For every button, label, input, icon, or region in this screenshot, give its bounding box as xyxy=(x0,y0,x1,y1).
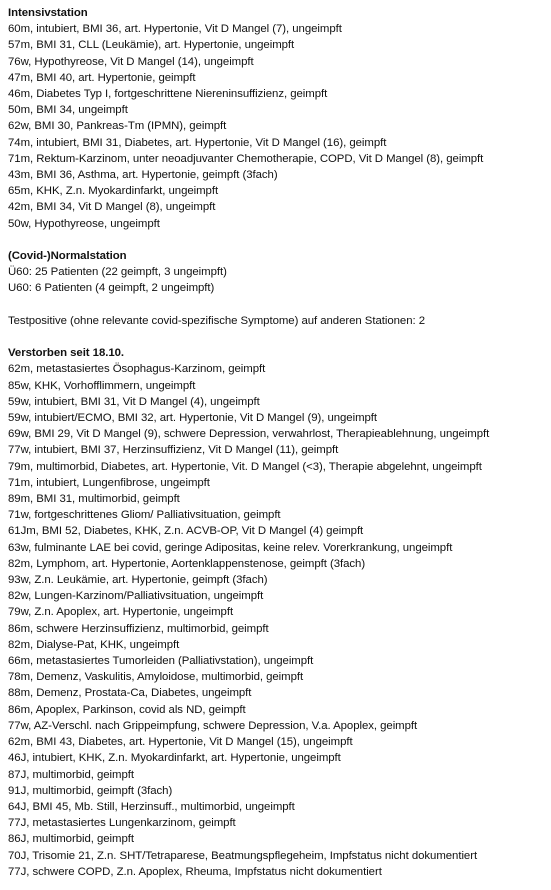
spacer xyxy=(8,232,548,248)
intensive-patient-list xyxy=(8,21,548,232)
patient-entry: 59w, intubiert, BMI 31, Vit D Mangel (4), ungeimpft xyxy=(8,395,260,408)
patient-entry: 82w, Lungen-Karzinom/Palliativsituation, ungeimpft xyxy=(8,590,264,603)
patient-entry: 71w, fortgeschrittenes Gliom/ Palliativsituation, geimpft xyxy=(8,509,281,522)
patient-entry: 74m, intubiert, BMI 31, Diabetes, art. Hypertonie, Vit D Mangel (16), geimpft xyxy=(8,136,387,149)
patient-entry: 62m, metastasiertes Ösophagus-Karzinom, geimpft xyxy=(8,363,266,376)
patient-entry: 71m, intubiert, Lungenfibrose, ungeimpft xyxy=(8,476,210,489)
patient-entry: 50w, Hypothyreose, ungeimpft xyxy=(8,217,160,230)
patient-entry: U60: 6 Patienten (4 geimpft, 2 ungeimpft) xyxy=(8,282,215,295)
patient-entry: 62m, BMI 43, Diabetes, art. Hypertonie, Vit D Mangel (15), ungeimpft xyxy=(8,736,353,749)
section-heading-deceased: Verstorben seit 18.10. xyxy=(8,347,125,360)
document-body xyxy=(8,5,548,880)
patient-entry: 69w, BMI 29, Vit D Mangel (9), schwere Depression, verwahrlost, Therapieablehnung, ungeimpft xyxy=(8,428,490,441)
section-heading-normal: (Covid-)Normalstation xyxy=(8,250,127,263)
patient-entry: 42m, BMI 34, Vit D Mangel (8), ungeimpft xyxy=(8,201,216,214)
deceased-patient-list xyxy=(8,361,548,880)
normal-patient-list xyxy=(8,264,548,296)
patient-entry: 85w, KHK, Vorhofflimmern, ungeimpft xyxy=(8,379,196,392)
patient-entry: 47m, BMI 40, art. Hypertonie, geimpft xyxy=(8,71,196,84)
patient-entry: 82m, Dialyse-Pat, KHK, ungeimpft xyxy=(8,638,180,651)
patient-entry: 46m, Diabetes Typ I, fortgeschrittene Niereninsuffizienz, geimpft xyxy=(8,88,328,101)
patient-entry: 77w, AZ-Verschl. nach Grippeimpfung, schwere Depression, V.a. Apoplex, geimpft xyxy=(8,719,418,732)
patient-entry: 88m, Demenz, Prostata-Ca, Diabetes, ungeimpft xyxy=(8,687,252,700)
patient-entry: 93w, Z.n. Leukämie, art. Hypertonie, geimpft (3fach) xyxy=(8,574,268,587)
patient-entry: 82m, Lymphom, art. Hypertonie, Aortenklappenstenose, geimpft (3fach) xyxy=(8,557,366,570)
patient-entry: 91J, multimorbid, geimpft (3fach) xyxy=(8,784,173,797)
patient-entry: 86m, Apoplex, Parkinson, covid als ND, geimpft xyxy=(8,703,246,716)
spacer xyxy=(8,297,548,313)
spacer xyxy=(8,329,548,345)
patient-entry: 63w, fulminante LAE bei covid, geringe Adipositas, keine relev. Vorerkrankung, ungeimpft xyxy=(8,541,453,554)
patient-entry: 89m, BMI 31, multimorbid, geimpft xyxy=(8,493,180,506)
patient-entry: 76w, Hypothyreose, Vit D Mangel (14), ungeimpft xyxy=(8,55,254,68)
patient-entry: 86m, schwere Herzinsuffizienz, multimorbid, geimpft xyxy=(8,622,269,635)
patient-entry: 64J, BMI 45, Mb. Still, Herzinsuff., multimorbid, ungeimpft xyxy=(8,800,295,813)
patient-entry: 61Jm, BMI 52, Diabetes, KHK, Z.n. ACVB-OP, Vit D Mangel (4) geimpft xyxy=(8,525,364,538)
patient-entry: 46J, intubiert, KHK, Z.n. Myokardinfarkt, art. Hypertonie, ungeimpft xyxy=(8,752,341,765)
patient-entry: 77J, metastasiertes Lungenkarzinom, geimpft xyxy=(8,817,236,830)
patient-entry: 65m, KHK, Z.n. Myokardinfarkt, ungeimpft xyxy=(8,185,219,198)
patient-entry: 77w, intubiert, BMI 37, Herzinsuffizienz, Vit D Mangel (11), geimpft xyxy=(8,444,339,457)
patient-entry: 78m, Demenz, Vaskulitis, Amyloidose, multimorbid, geimpft xyxy=(8,671,304,684)
patient-entry: 86J, multimorbid, geimpft xyxy=(8,833,134,846)
patient-entry: 59w, intubiert/ECMO, BMI 32, art. Hypertonie, Vit D Mangel (9), ungeimpft xyxy=(8,412,378,425)
patient-entry: 50m, BMI 34, ungeimpft xyxy=(8,104,128,117)
patient-entry: 71m, Rektum-Karzinom, unter neoadjuvanter Chemotherapie, COPD, Vit D Mangel (8), geimpft xyxy=(8,152,484,165)
patient-entry: 62w, BMI 30, Pankreas-Tm (IPMN), geimpft xyxy=(8,120,227,133)
patient-entry: 43m, BMI 36, Asthma, art. Hypertonie, geimpft (3fach) xyxy=(8,169,278,182)
testpositive-note: Testpositive (ohne relevante covid-spezifische Symptome) auf anderen Stationen: 2 xyxy=(8,314,426,327)
patient-entry: 79m, multimorbid, Diabetes, art. Hypertonie, Vit. D Mangel (<3), Therapie abgelehnt, ungeimpft xyxy=(8,460,482,473)
patient-entry: Ü60: 25 Patienten (22 geimpft, 3 ungeimpft) xyxy=(8,266,227,279)
patient-entry: 60m, intubiert, BMI 36, art. Hypertonie, Vit D Mangel (7), ungeimpft xyxy=(8,23,342,36)
patient-entry: 87J, multimorbid, geimpft xyxy=(8,768,134,781)
patient-entry: 57m, BMI 31, CLL (Leukämie), art. Hypertonie, ungeimpft xyxy=(8,39,295,52)
patient-entry: 66m, metastasiertes Tumorleiden (Palliativstation), ungeimpft xyxy=(8,655,314,668)
section-heading-intensive: Intensivstation xyxy=(8,7,88,19)
patient-entry: 70J, Trisomie 21, Z.n. SHT/Tetraparese, Beatmungspflegeheim, Impfstatus nicht dokumentiert xyxy=(8,849,478,862)
patient-entry: 77J, schwere COPD, Z.n. Apoplex, Rheuma, Impfstatus nicht dokumentiert xyxy=(8,865,382,878)
patient-entry: 79w, Z.n. Apoplex, art. Hypertonie, ungeimpft xyxy=(8,606,234,619)
